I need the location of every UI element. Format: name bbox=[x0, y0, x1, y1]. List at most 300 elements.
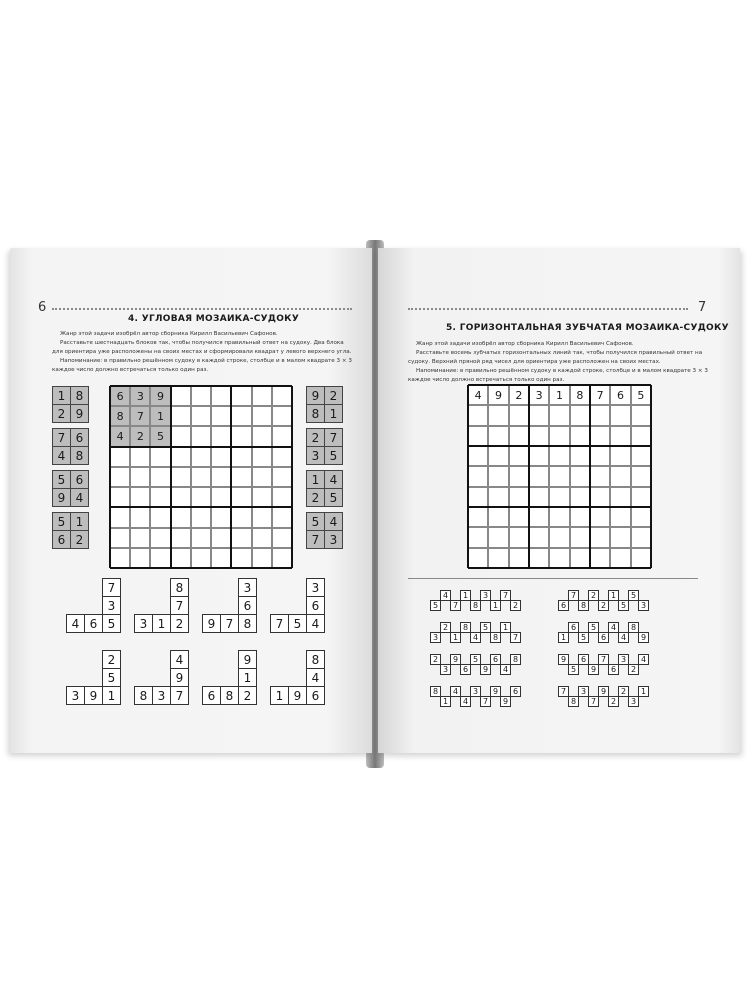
block-cell: 9 bbox=[306, 386, 325, 405]
piece-cell: 6 bbox=[306, 596, 325, 615]
strip-cell: 9 bbox=[490, 686, 501, 697]
block-cell: 7 bbox=[306, 530, 325, 549]
grid-cell bbox=[252, 426, 272, 446]
grid-cell bbox=[231, 467, 251, 487]
grid-cell bbox=[130, 467, 150, 487]
strip-cell: 5 bbox=[470, 654, 481, 665]
grid-cell bbox=[171, 507, 191, 527]
grid-cell bbox=[272, 507, 292, 527]
grid-cell bbox=[529, 446, 549, 466]
strip-cell: 2 bbox=[628, 664, 639, 675]
grid-cell bbox=[211, 426, 231, 446]
grid-cell bbox=[191, 386, 211, 406]
grid-cell bbox=[171, 406, 191, 426]
instruction-paragraph: Расставьте шестнадцать блоков так, чтобы получился правильный ответ на судоку. Два блока для ориентира уже расположены на своих местах и сформировали квадрат у левого верхнего угла. bbox=[52, 340, 352, 355]
strip-cell: 5 bbox=[568, 664, 579, 675]
piece-cell: 7 bbox=[170, 596, 189, 615]
piece-cell: 2 bbox=[102, 650, 121, 669]
strip-cell: 9 bbox=[598, 686, 609, 697]
block-cell: 2 bbox=[52, 404, 71, 423]
block-cell: 1 bbox=[70, 512, 89, 531]
grid-cell bbox=[488, 426, 508, 446]
strip-cell: 1 bbox=[558, 632, 569, 643]
piece-cell: 8 bbox=[170, 578, 189, 597]
instruction-paragraph: Напоминание: в правильно решённом судоку в каждой строке, столбце и в малом квадрате 3 × 3 каждое число должно встречаться только один раз. bbox=[52, 358, 352, 373]
grid-cell bbox=[191, 528, 211, 548]
grid-cell bbox=[488, 548, 508, 568]
grid-cell bbox=[130, 447, 150, 467]
grid-cell bbox=[590, 426, 610, 446]
strip-cell: 4 bbox=[460, 696, 471, 707]
grid-cell bbox=[231, 487, 251, 507]
block-cell: 9 bbox=[70, 404, 89, 423]
grid-cell bbox=[488, 527, 508, 547]
block-cell: 8 bbox=[70, 386, 89, 405]
grid-cell bbox=[150, 467, 170, 487]
instruction-paragraph: Жанр этой задачи изобрёл автор сборника Кирилл Васильевич Сафонов. bbox=[416, 341, 634, 347]
strip-cell: 8 bbox=[460, 622, 471, 633]
grid-cell bbox=[211, 406, 231, 426]
piece-cell: 9 bbox=[170, 668, 189, 687]
strip-cell: 1 bbox=[638, 686, 649, 697]
sudoku-grid bbox=[468, 385, 651, 568]
piece-cell: 7 bbox=[102, 578, 121, 597]
strip-cell: 8 bbox=[568, 696, 579, 707]
piece-cell: 6 bbox=[238, 596, 257, 615]
grid-cell bbox=[529, 487, 549, 507]
piece-cell: 4 bbox=[306, 614, 325, 633]
grid-cell bbox=[509, 446, 529, 466]
strip-cell: 8 bbox=[628, 622, 639, 633]
strip-cell: 2 bbox=[510, 600, 521, 611]
page-title: 4. УГЛОВАЯ МОЗАИКА-СУДОКУ bbox=[128, 314, 300, 324]
piece-cell: 3 bbox=[134, 614, 153, 633]
block-cell: 3 bbox=[306, 446, 325, 465]
grid-cell bbox=[509, 527, 529, 547]
strip-cell: 1 bbox=[608, 590, 619, 601]
piece-cell: 1 bbox=[152, 614, 171, 633]
grid-cell bbox=[529, 426, 549, 446]
grid-cell bbox=[211, 447, 231, 467]
strip-cell: 7 bbox=[500, 590, 511, 601]
grid-cell bbox=[488, 466, 508, 486]
piece-cell: 1 bbox=[270, 686, 289, 705]
strip-cell: 8 bbox=[470, 600, 481, 611]
grid-cell bbox=[231, 406, 251, 426]
grid-box-line-v bbox=[589, 385, 591, 568]
piece-cell: 9 bbox=[202, 614, 221, 633]
grid-cell: 8 bbox=[110, 406, 130, 426]
piece-cell: 1 bbox=[102, 686, 121, 705]
grid-cell bbox=[130, 548, 150, 568]
grid-cell bbox=[252, 487, 272, 507]
grid-cell bbox=[549, 548, 569, 568]
piece-cell: 8 bbox=[134, 686, 153, 705]
grid-cell bbox=[590, 507, 610, 527]
grid-cell bbox=[191, 447, 211, 467]
block-cell: 1 bbox=[52, 386, 71, 405]
block-cell: 5 bbox=[306, 512, 325, 531]
strip-cell: 6 bbox=[608, 664, 619, 675]
grid-cell bbox=[509, 548, 529, 568]
piece-cell: 7 bbox=[270, 614, 289, 633]
strip-cell: 6 bbox=[568, 622, 579, 633]
grid-box-line-v bbox=[528, 385, 530, 568]
grid-box-line-h bbox=[468, 384, 651, 386]
grid-cell bbox=[110, 467, 130, 487]
grid-cell bbox=[468, 487, 488, 507]
strip-cell: 7 bbox=[558, 686, 569, 697]
grid-cell bbox=[631, 446, 651, 466]
grid-cell bbox=[488, 487, 508, 507]
block-cell: 4 bbox=[70, 488, 89, 507]
piece-cell: 4 bbox=[170, 650, 189, 669]
grid-cell: 5 bbox=[631, 385, 651, 405]
grid-cell bbox=[509, 426, 529, 446]
piece-cell: 3 bbox=[306, 578, 325, 597]
grid-cell bbox=[610, 446, 630, 466]
grid-cell bbox=[610, 405, 630, 425]
block-cell: 1 bbox=[306, 470, 325, 489]
instructions bbox=[52, 330, 352, 375]
grid-cell bbox=[610, 426, 630, 446]
grid-cell bbox=[252, 406, 272, 426]
strip-cell: 9 bbox=[450, 654, 461, 665]
grid-cell: 5 bbox=[150, 426, 170, 446]
grid-cell bbox=[631, 487, 651, 507]
strip-cell: 8 bbox=[578, 600, 589, 611]
piece-cell: 4 bbox=[306, 668, 325, 687]
block-cell: 2 bbox=[70, 530, 89, 549]
grid-cell bbox=[171, 528, 191, 548]
strip-cell: 9 bbox=[480, 664, 491, 675]
strip-cell: 3 bbox=[638, 600, 649, 611]
grid-cell bbox=[252, 467, 272, 487]
grid-box-line-v bbox=[109, 386, 111, 568]
grid-box-line-v bbox=[650, 385, 652, 568]
strip-cell: 9 bbox=[588, 664, 599, 675]
piece-cell: 9 bbox=[84, 686, 103, 705]
grid-cell bbox=[631, 548, 651, 568]
grid-cell bbox=[252, 386, 272, 406]
grid-cell bbox=[590, 405, 610, 425]
grid-box-line-h bbox=[468, 506, 651, 508]
strip-cell: 2 bbox=[430, 654, 441, 665]
grid-cell bbox=[570, 405, 590, 425]
grid-cell bbox=[549, 507, 569, 527]
grid-cell bbox=[211, 386, 231, 406]
grid-cell bbox=[150, 507, 170, 527]
piece-cell: 2 bbox=[170, 614, 189, 633]
grid-cell bbox=[610, 527, 630, 547]
grid-cell bbox=[529, 466, 549, 486]
grid-cell bbox=[171, 447, 191, 467]
strip-cell: 3 bbox=[628, 696, 639, 707]
grid-cell bbox=[631, 507, 651, 527]
strip-cell: 6 bbox=[598, 632, 609, 643]
block-cell: 6 bbox=[70, 428, 89, 447]
page-title: 5. ГОРИЗОНТАЛЬНАЯ ЗУБЧАТАЯ МОЗАИКА-СУДОКУ bbox=[446, 323, 729, 333]
strip-cell: 4 bbox=[450, 686, 461, 697]
grid-cell: 7 bbox=[590, 385, 610, 405]
strip-cell: 4 bbox=[500, 664, 511, 675]
strip-cell: 2 bbox=[588, 590, 599, 601]
block-cell: 8 bbox=[70, 446, 89, 465]
piece-cell: 1 bbox=[238, 668, 257, 687]
grid-cell bbox=[171, 426, 191, 446]
grid-cell bbox=[191, 467, 211, 487]
grid-cell bbox=[171, 548, 191, 568]
grid-cell bbox=[509, 507, 529, 527]
strip-cell: 2 bbox=[608, 696, 619, 707]
strip-cell: 5 bbox=[578, 632, 589, 643]
grid-cell bbox=[468, 548, 488, 568]
piece-cell: 8 bbox=[306, 650, 325, 669]
strip-cell: 5 bbox=[628, 590, 639, 601]
instruction-paragraph: Напоминание: в правильно решённом судоку в каждой строке, столбце и в малом квадрате 3 × 3 каждое число должно встречаться только один раз. bbox=[408, 368, 708, 383]
piece-cell: 3 bbox=[152, 686, 171, 705]
strip-cell: 6 bbox=[578, 654, 589, 665]
grid-cell bbox=[509, 466, 529, 486]
grid-cell bbox=[272, 548, 292, 568]
grid-cell bbox=[610, 507, 630, 527]
book-spread bbox=[10, 240, 740, 770]
grid-cell: 6 bbox=[110, 386, 130, 406]
piece-cell: 3 bbox=[102, 596, 121, 615]
grid-cell bbox=[231, 548, 251, 568]
grid-cell bbox=[231, 426, 251, 446]
strip-cell: 1 bbox=[460, 590, 471, 601]
piece-cell: 2 bbox=[238, 686, 257, 705]
grid-cell bbox=[590, 548, 610, 568]
grid-cell bbox=[549, 405, 569, 425]
grid-cell bbox=[150, 548, 170, 568]
strip-cell: 1 bbox=[500, 622, 511, 633]
grid-cell bbox=[272, 528, 292, 548]
strip-cell: 3 bbox=[440, 664, 451, 675]
piece-cell: 4 bbox=[66, 614, 85, 633]
block-cell: 6 bbox=[70, 470, 89, 489]
grid-box-line-v bbox=[291, 386, 293, 568]
grid-cell bbox=[231, 386, 251, 406]
grid-box-line-h bbox=[110, 567, 292, 569]
strip-cell: 5 bbox=[588, 622, 599, 633]
strip-cell: 4 bbox=[618, 632, 629, 643]
grid-cell bbox=[488, 446, 508, 466]
strip-cell: 5 bbox=[430, 600, 441, 611]
grid-cell bbox=[529, 548, 549, 568]
grid-cell bbox=[150, 487, 170, 507]
grid-box-line-h bbox=[110, 506, 292, 508]
grid-cell bbox=[570, 487, 590, 507]
piece-cell: 5 bbox=[102, 614, 121, 633]
grid-cell bbox=[468, 527, 488, 547]
block-cell: 2 bbox=[306, 428, 325, 447]
strip-cell: 1 bbox=[450, 632, 461, 643]
grid-box-line-v bbox=[467, 385, 469, 568]
dotted-rule bbox=[408, 308, 688, 310]
instruction-paragraph: Расставьте восемь зубчатых горизонтальных линий так, чтобы получился правильный ответ на судоку. Верхний пряной ряд чисел для ориентира уже расположен на своих местах. bbox=[408, 350, 703, 365]
block-cell: 7 bbox=[324, 428, 343, 447]
strip-cell: 3 bbox=[618, 654, 629, 665]
strip-cell: 7 bbox=[510, 632, 521, 643]
grid-cell bbox=[509, 405, 529, 425]
block-cell: 5 bbox=[324, 446, 343, 465]
grid-cell bbox=[610, 548, 630, 568]
grid-cell: 3 bbox=[529, 385, 549, 405]
strip-cell: 1 bbox=[490, 600, 501, 611]
grid-cell: 9 bbox=[488, 385, 508, 405]
grid-cell bbox=[211, 467, 231, 487]
grid-cell bbox=[529, 507, 549, 527]
grid-cell bbox=[590, 446, 610, 466]
grid-cell bbox=[549, 426, 569, 446]
grid-cell bbox=[272, 487, 292, 507]
right-page bbox=[378, 248, 740, 753]
grid-cell bbox=[549, 487, 569, 507]
piece-cell: 6 bbox=[202, 686, 221, 705]
strip-cell: 8 bbox=[490, 632, 501, 643]
grid-box-line-h bbox=[110, 446, 292, 448]
grid-cell bbox=[110, 507, 130, 527]
grid-cell bbox=[252, 507, 272, 527]
strip-cell: 4 bbox=[470, 632, 481, 643]
grid-cell bbox=[529, 527, 549, 547]
block-cell: 2 bbox=[324, 386, 343, 405]
block-cell: 1 bbox=[324, 404, 343, 423]
grid-box-line-v bbox=[170, 386, 172, 568]
piece-cell: 5 bbox=[288, 614, 307, 633]
grid-cell: 8 bbox=[570, 385, 590, 405]
strip-cell: 7 bbox=[568, 590, 579, 601]
strip-cell: 5 bbox=[480, 622, 491, 633]
grid-box-line-h bbox=[110, 385, 292, 387]
instructions bbox=[408, 340, 708, 385]
grid-cell bbox=[549, 446, 569, 466]
grid-cell bbox=[191, 426, 211, 446]
grid-cell bbox=[590, 466, 610, 486]
grid-box-line-h bbox=[468, 445, 651, 447]
grid-cell bbox=[468, 507, 488, 527]
block-cell: 9 bbox=[52, 488, 71, 507]
grid-cell bbox=[252, 447, 272, 467]
grid-cell bbox=[570, 507, 590, 527]
grid-cell bbox=[150, 528, 170, 548]
grid-cell bbox=[631, 527, 651, 547]
strip-cell: 7 bbox=[480, 696, 491, 707]
grid-cell bbox=[130, 507, 150, 527]
block-cell: 8 bbox=[306, 404, 325, 423]
grid-cell bbox=[252, 528, 272, 548]
grid-cell bbox=[110, 548, 130, 568]
grid-cell bbox=[488, 507, 508, 527]
strip-cell: 2 bbox=[598, 600, 609, 611]
grid-cell bbox=[549, 527, 569, 547]
grid-cell bbox=[191, 406, 211, 426]
strip-cell: 7 bbox=[598, 654, 609, 665]
block-cell: 5 bbox=[52, 512, 71, 531]
grid-cell bbox=[171, 386, 191, 406]
separator-line bbox=[408, 578, 698, 579]
strip-cell: 7 bbox=[588, 696, 599, 707]
grid-cell bbox=[590, 527, 610, 547]
dotted-rule bbox=[52, 308, 352, 310]
grid-cell bbox=[231, 447, 251, 467]
grid-cell bbox=[549, 466, 569, 486]
piece-cell: 6 bbox=[84, 614, 103, 633]
left-page bbox=[10, 248, 372, 753]
piece-cell: 3 bbox=[66, 686, 85, 705]
grid-cell bbox=[130, 487, 150, 507]
strip-cell: 2 bbox=[618, 686, 629, 697]
grid-cell bbox=[272, 406, 292, 426]
grid-cell bbox=[488, 405, 508, 425]
strip-cell: 8 bbox=[510, 654, 521, 665]
grid-cell: 1 bbox=[549, 385, 569, 405]
grid-box-line-h bbox=[468, 567, 651, 569]
grid-cell bbox=[191, 487, 211, 507]
piece-cell: 7 bbox=[220, 614, 239, 633]
grid-cell bbox=[610, 487, 630, 507]
block-cell: 4 bbox=[324, 470, 343, 489]
block-cell: 4 bbox=[52, 446, 71, 465]
grid-cell: 2 bbox=[509, 385, 529, 405]
strip-cell: 6 bbox=[510, 686, 521, 697]
piece-cell: 5 bbox=[102, 668, 121, 687]
strip-cell: 3 bbox=[430, 632, 441, 643]
grid-cell: 7 bbox=[130, 406, 150, 426]
grid-cell: 6 bbox=[610, 385, 630, 405]
strip-cell: 4 bbox=[608, 622, 619, 633]
grid-cell bbox=[570, 446, 590, 466]
strip-cell: 9 bbox=[558, 654, 569, 665]
grid-cell bbox=[110, 487, 130, 507]
grid-cell bbox=[231, 528, 251, 548]
strip-cell: 3 bbox=[480, 590, 491, 601]
strip-cell: 7 bbox=[450, 600, 461, 611]
page-number: 6 bbox=[38, 300, 47, 315]
strip-cell: 4 bbox=[440, 590, 451, 601]
block-cell: 5 bbox=[52, 470, 71, 489]
piece-cell: 3 bbox=[238, 578, 257, 597]
grid-cell bbox=[272, 467, 292, 487]
sudoku-grid bbox=[110, 386, 292, 568]
grid-cell bbox=[171, 467, 191, 487]
grid-cell bbox=[171, 487, 191, 507]
strip-cell: 5 bbox=[618, 600, 629, 611]
grid-cell bbox=[272, 447, 292, 467]
grid-cell bbox=[590, 487, 610, 507]
piece-cell: 8 bbox=[238, 614, 257, 633]
grid-cell bbox=[211, 528, 231, 548]
grid-cell bbox=[468, 466, 488, 486]
piece-cell: 8 bbox=[220, 686, 239, 705]
grid-cell: 4 bbox=[110, 426, 130, 446]
piece-cell: 7 bbox=[170, 686, 189, 705]
grid-cell bbox=[272, 426, 292, 446]
page-number: 7 bbox=[698, 300, 707, 315]
strip-cell: 3 bbox=[578, 686, 589, 697]
grid-cell: 3 bbox=[130, 386, 150, 406]
grid-cell bbox=[231, 507, 251, 527]
block-cell: 5 bbox=[324, 488, 343, 507]
grid-cell bbox=[211, 548, 231, 568]
grid-cell bbox=[130, 528, 150, 548]
grid-cell bbox=[191, 507, 211, 527]
grid-cell bbox=[110, 528, 130, 548]
strip-cell: 2 bbox=[440, 622, 451, 633]
grid-box-line-v bbox=[230, 386, 232, 568]
